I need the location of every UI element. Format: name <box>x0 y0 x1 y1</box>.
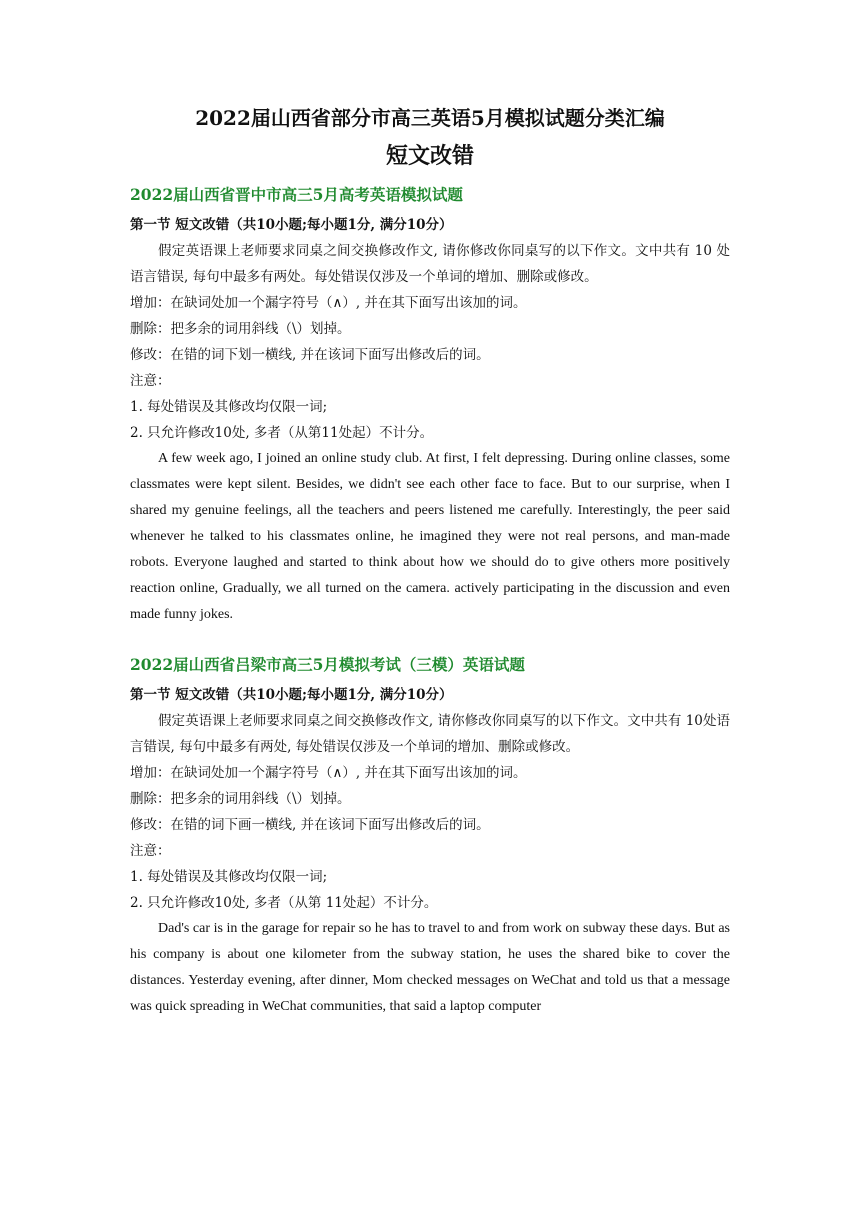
document-page <box>130 100 730 1020</box>
part-heading: 第一节 短文改错（共10小题;每小题1分, 满分10分） <box>130 687 453 703</box>
document-title: 2022届山西省部分市高三英语5月模拟试题分类汇编 <box>195 106 665 130</box>
passage-paragraph: Dad's car is in the garage for repair so he has to travel to and from work on subway these days. But as his company is about one kilometer from the subway station, he uses the shared bike to cover the distances. Yesterday evening, after dinner, Mom checked messages on WeChat and told us that a message was quick spreading in WeChat communities, that said a laptop computer <box>130 921 730 1014</box>
rule-delete: 删除：把多余的词用斜线（\）划掉。 <box>130 791 351 807</box>
note-item-2: 2. 只允许修改10处, 多者（从第11处起）不计分。 <box>130 425 434 441</box>
rule-modify: 修改：在错的词下画一横线, 并在该词下面写出修改后的词。 <box>130 817 490 833</box>
note-item-2: 2. 只允许修改10处, 多者（从第 11处起）不计分。 <box>130 895 438 911</box>
rule-delete: 删除：把多余的词用斜线（\）划掉。 <box>130 321 351 337</box>
passage-paragraph: A few week ago, I joined an online study club. At first, I felt depressing. During online classes, some classmates were kept silent. Besides, we didn't see each other face to face. But to our surprise, when I shared my genuine feelings, all the teachers and peers listened me carefully. Interestingly, the peer said whenever he talked to his classmates online, he imagined they were not real persons, and man-made robots. Everyone laughed and started to think about how we should do to give others more positively reaction online, Gradually, we all turned on the camera. actively participating in the discussion and even made funny jokes. <box>130 451 730 622</box>
section-heading: 2022届山西省吕梁市高三5月模拟考试（三模）英语试题 <box>130 655 525 674</box>
section-jinzhong <box>130 182 730 628</box>
rule-add: 增加：在缺词处加一个漏字符号（∧）, 并在其下面写出该加的词。 <box>130 295 527 311</box>
instruction-paragraph: 假定英语课上老师要求同桌之间交换修改作文, 请你修改你同桌写的以下作文。文中共有 10处语言错误, 每句中最多有两处, 每处错误仅涉及一个单词的增加、删除或修改。 <box>130 713 730 755</box>
section-heading: 2022届山西省晋中市高三5月高考英语模拟试题 <box>130 185 463 204</box>
note-label: 注意： <box>130 843 171 859</box>
instruction-paragraph: 假定英语课上老师要求同桌之间交换修改作文, 请你修改你同桌写的以下作文。文中共有 10 处语言错误, 每句中最多有两处。每处错误仅涉及一个单词的增加、删除或修改。 <box>130 243 730 285</box>
rule-modify: 修改：在错的词下划一横线, 并在该词下面写出修改后的词。 <box>130 347 490 363</box>
note-label: 注意： <box>130 373 171 389</box>
rule-add: 增加：在缺词处加一个漏字符号（∧）, 并在其下面写出该加的词。 <box>130 765 527 781</box>
section-lvliang <box>130 652 730 1020</box>
document-subtitle: 短文改错 <box>385 143 474 169</box>
note-item-1: 1. 每处错误及其修改均仅限一词; <box>130 869 328 885</box>
part-heading: 第一节 短文改错（共10小题;每小题1分, 满分10分） <box>130 217 453 233</box>
note-item-1: 1. 每处错误及其修改均仅限一词; <box>130 399 328 415</box>
